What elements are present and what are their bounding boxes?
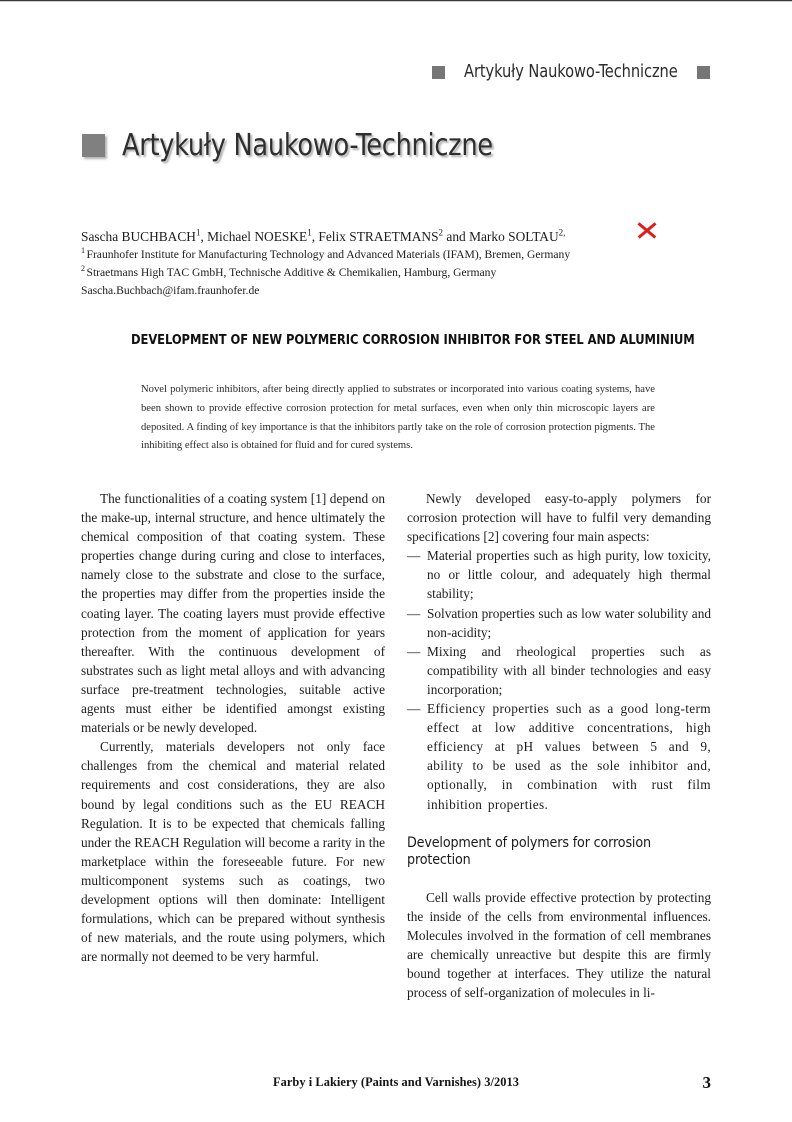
author-line	[81, 228, 711, 246]
author-4-affil-marker: 2,	[558, 227, 566, 238]
page-footer	[81, 1075, 711, 1090]
affiliation-line-2	[81, 264, 711, 282]
list-item-text: Material properties such as high purity, low toxicity, no or little colour, and adequately high thermal stability;	[427, 548, 711, 602]
affiliation-1-marker: 1	[81, 246, 85, 256]
author-separator-2: , Felix STRAETMANS	[311, 229, 439, 244]
left-column	[81, 489, 385, 1029]
footer-journal-title: Farby i Lakiery (Paints and Varnishes) 3/2013	[273, 1075, 519, 1089]
list-item-text: Efficiency properties such as a good long-term effect at low additive concentrations, high efficiency at pH values between 5 and 9, ability to be used as the sole inhibitor and, optionally, in combination with rust film inhibition properties.	[427, 701, 711, 812]
author-separator-1: , Michael NOESKE	[200, 229, 308, 244]
affiliation-2-marker: 2	[81, 263, 85, 273]
authors-block	[81, 228, 711, 300]
masthead	[82, 128, 512, 163]
masthead-title: Artykuły Naukowo-Techniczne	[122, 128, 493, 163]
right-column	[407, 489, 711, 1029]
corresponding-email: Sascha.Buchbach@ifam.fraunhofer.de	[81, 284, 260, 297]
article-title: DEVELOPMENT OF NEW POLYMERIC CORROSION INHIBITOR FOR STEEL AND ALUMINIUM	[131, 333, 695, 348]
author-1-affil-marker: 1	[195, 227, 201, 238]
list-item	[407, 699, 711, 814]
list-item-text: Solvation properties such as low water solubility and non-acidity;	[427, 605, 711, 640]
affiliation-line-1	[81, 246, 711, 264]
footer-page-number: 3	[702, 1073, 711, 1092]
dash-bullet-icon: —	[407, 701, 421, 717]
running-header	[432, 62, 710, 82]
running-header-label: Artykuły Naukowo-Techniczne	[464, 62, 678, 82]
section-heading: Development of polymers for corrosion protection	[407, 833, 651, 869]
dash-bullet-icon: —	[407, 548, 421, 564]
list-item	[407, 642, 711, 699]
red-x-annotation-icon	[636, 219, 658, 241]
requirements-list	[407, 546, 711, 813]
body-columns	[81, 489, 711, 1029]
author-2-affil-marker: 1	[307, 227, 312, 238]
author-3-affil-marker: 2	[438, 227, 444, 238]
paragraph: Cell walls provide effective protection by protecting the inside of the cells from environmental influences. Molecules involved in the formation of cell membranes are chemically unreactive but despite this are firmly bound together at interfaces. They utilize the natural process of self-organization of molecules in li-	[407, 889, 711, 1001]
paragraph: The functionalities of a coating system [1] depend on the make-up, internal structure, and hence ultimately the chemical composition of that coating system. These properties change during curing and close to interfaces, namely close to the substrate and close to the surface, the properties may differ from the properties inside the coating layer. The coating layers must provide effective protection from the moment of application for years thereafter. With the continuous development of substrates such as light metal alloys and with advancing surface pre-treatment technologies, suitable active agents must either be identified amongst existing materials or be newly developed.	[81, 491, 385, 736]
abstract: Novel polymeric inhibitors, after being directly applied to substrates or incorporated into various coating systems, have been shown to provide effective corrosion protection for metal surfaces, even when only thin microscopic layers are deposited. A finding of key importance is that the inhibitors partly take on the role of corrosion protection pigments. The inhibiting effect also is obtained for fluid and for cured systems.	[141, 384, 655, 452]
paragraph: Newly developed easy-to-apply polymers for corrosion protection will have to fulfil very demanding specifications [2] covering four main aspects:	[407, 491, 711, 545]
list-item-text: Mixing and rheological properties such as compatibility with all binder technologies and easy incorporation;	[427, 643, 711, 697]
dash-bullet-icon: —	[407, 643, 421, 659]
affiliation-1-text: Fraunhofer Institute for Manufacturing Technology and Advanced Materials (IFAM), Bremen, Germany	[86, 248, 571, 261]
list-item	[407, 604, 711, 642]
square-marker-icon-right	[697, 66, 710, 79]
author-1-name: Sascha BUCHBACH	[81, 229, 196, 244]
square-marker-icon	[82, 134, 105, 157]
paragraph: Currently, materials developers not only face challenges from the chemical and material related requirements and cost considerations, they are also bound by legal conditions such as the EU REACH Regulation. It is to be expected that chemicals falling under the REACH Regulation will become a rarity in the marketplace within the foreseeable future. For new multicomponent systems such as coatings, two development options will then dominate: Intelligent formulations, which can be prepared without synthesis of new materials, and the route using polymers, which are normally not deemed to be very harmful.	[81, 739, 385, 965]
affiliation-2-text: Straetmans High TAC GmbH, Technische Additive & Chemikalien, Hamburg, Germany	[86, 265, 497, 279]
page-top-rule	[0, 0, 792, 2]
square-marker-icon-left	[432, 66, 445, 79]
author-separator-3: and Marko SOLTAU	[443, 229, 559, 244]
dash-bullet-icon: —	[407, 605, 421, 621]
list-item	[407, 546, 711, 603]
